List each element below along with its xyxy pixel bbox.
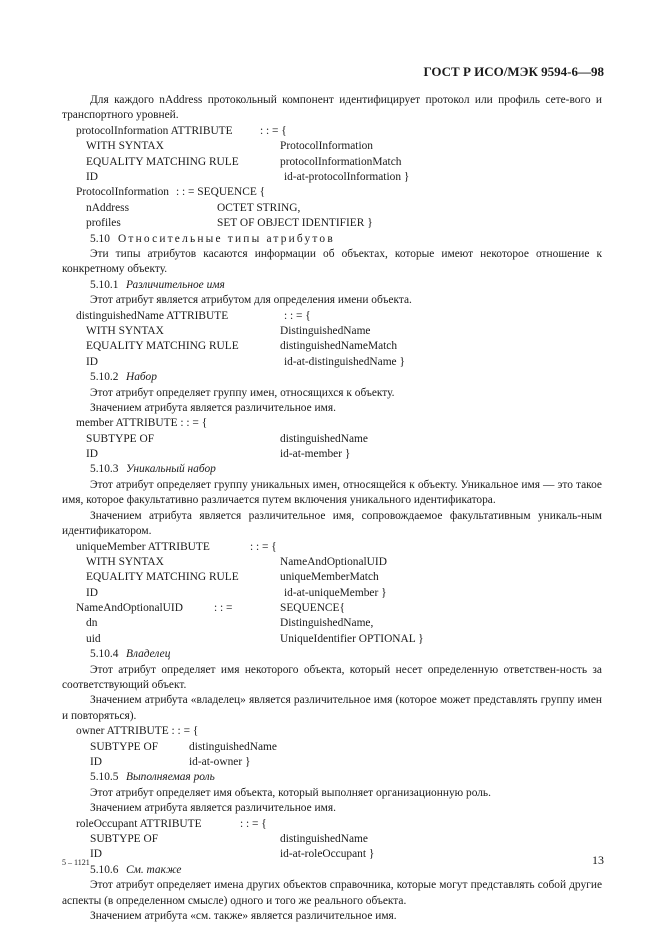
- paragraph: Значением атрибута является различительное имя.: [90, 401, 336, 414]
- code-line: EQUALITY MATCHING RULE distinguishedNameMatch: [86, 340, 398, 353]
- paragraph: Значением атрибута является различительное имя.: [90, 802, 336, 815]
- code-line: SUBTYPE OF distinguishedName: [90, 740, 277, 753]
- section-heading-5-10-1: 5.10.1 Различительное имя: [90, 278, 225, 291]
- code-line: EQUALITY MATCHING RULE uniqueMemberMatch: [86, 571, 379, 584]
- asn1-block-protocol-information-sequence: [62, 185, 602, 231]
- code-line: owner ATTRIBUTE : : = {: [76, 725, 199, 738]
- paragraph: Этот атрибут определяет группу имен, относящихся к объекту.: [90, 386, 395, 399]
- code-line: SUBTYPE OF distinguishedName: [86, 432, 368, 445]
- code-line: NameAndOptionalUID : : = SEQUENCE{: [76, 602, 345, 615]
- section-heading-5-10-2: 5.10.2 Набор: [90, 371, 157, 384]
- code-line: member ATTRIBUTE : : = {: [76, 417, 208, 430]
- paragraph: Этот атрибут определяет имя некоторого объекта, который несет определенную ответствен-ность за соответствующий объект.: [62, 663, 602, 692]
- paragraph: Этот атрибут определяет группу уникальных имен, относящейся к объекту. Уникальное имя — это такое имя, которое факультативно различается путем включения уникального идентификатора.: [62, 478, 602, 507]
- footer-print-code: 5 – 1121: [62, 858, 90, 867]
- page-body: [62, 93, 602, 924]
- asn1-block-name-and-optional-uid: [62, 601, 602, 647]
- asn1-block-owner: [62, 724, 602, 770]
- paragraph: Для каждого nAddress протокольный компонент идентифицирует протокол или профиль сете-вого и транспортного уровней.: [62, 94, 602, 122]
- code-line: distinguishedName ATTRIBUTE : : = {: [76, 309, 311, 322]
- code-line: ID id-at-roleOccupant }: [90, 848, 375, 861]
- section-heading-5-10-5: 5.10.5 Выполняемая роль: [90, 771, 215, 784]
- paragraph: Значением атрибута «владелец» является различительное имя (которое может представлять группу имен и повторяться).: [62, 694, 602, 722]
- code-line: ID id-at-uniqueMember }: [86, 586, 387, 599]
- code-line: WITH SYNTAX NameAndOptionalUID: [86, 555, 387, 568]
- paragraph: Этот атрибут определяет имя объекта, который выполняет организационную роль.: [90, 786, 491, 799]
- code-line: SUBTYPE OF distinguishedName: [90, 833, 368, 846]
- code-line: dn DistinguishedName,: [86, 617, 374, 630]
- paragraph: Эти типы атрибутов касаются информации об объектах, которые имеют некоторое отношение к конкретному объекту.: [62, 247, 602, 276]
- code-line: ID id-at-protocolInformation }: [86, 170, 410, 183]
- code-line: ProtocolInformation : : = SEQUENCE {: [76, 186, 266, 199]
- section-heading-5-10-6: 5.10.6 См. также: [90, 863, 182, 876]
- section-heading-5-10: 5.10 Относительные типы атрибутов: [90, 232, 335, 245]
- paragraph: Значением атрибута «см. также» является различительное имя.: [90, 910, 397, 922]
- paragraph: Значением атрибута является различительное имя, сопровождаемое факультативным уникаль-ным идентификатором.: [62, 509, 602, 538]
- code-line: protocolInformation ATTRIBUTE : : = {: [76, 124, 287, 137]
- asn1-block-member: [62, 416, 602, 462]
- code-line: ID id-at-member }: [86, 448, 351, 461]
- running-header: ГОСТ Р ИСО/МЭК 9594-6—98: [423, 64, 604, 79]
- paragraph: Этот атрибут определяет имена других объектов справочника, которые могут представлять собой другие аспекты (в определенном смысле) одного и того же реального объекта.: [62, 879, 602, 907]
- code-line: EQUALITY MATCHING RULE protocolInformationMatch: [86, 155, 402, 168]
- section-heading-5-10-4: 5.10.4 Владелец: [90, 648, 171, 661]
- code-line: uniqueMember ATTRIBUTE : : = {: [76, 540, 277, 553]
- code-line: nAddress OCTET STRING,: [86, 201, 301, 214]
- code-line: uid UniqueIdentifier OPTIONAL }: [86, 632, 424, 645]
- paragraph: Этот атрибут является атрибутом для определения имени объекта.: [90, 294, 412, 307]
- asn1-block-role-occupant: [62, 817, 602, 863]
- asn1-block-distinguished-name: [62, 309, 602, 371]
- code-line: WITH SYNTAX DistinguishedName: [86, 324, 371, 337]
- code-line: ID id-at-distinguishedName }: [86, 355, 405, 368]
- code-line: roleOccupant ATTRIBUTE : : = {: [76, 817, 267, 830]
- asn1-block-protocol-information: [62, 124, 602, 186]
- code-line: profiles SET OF OBJECT IDENTIFIER }: [86, 217, 373, 230]
- asn1-block-unique-member: [62, 540, 602, 602]
- code-line: WITH SYNTAX ProtocolInformation: [86, 140, 374, 153]
- code-line: ID id-at-owner }: [90, 756, 251, 769]
- section-heading-5-10-3: 5.10.3 Уникальный набор: [90, 463, 216, 476]
- page-number: 13: [592, 853, 604, 867]
